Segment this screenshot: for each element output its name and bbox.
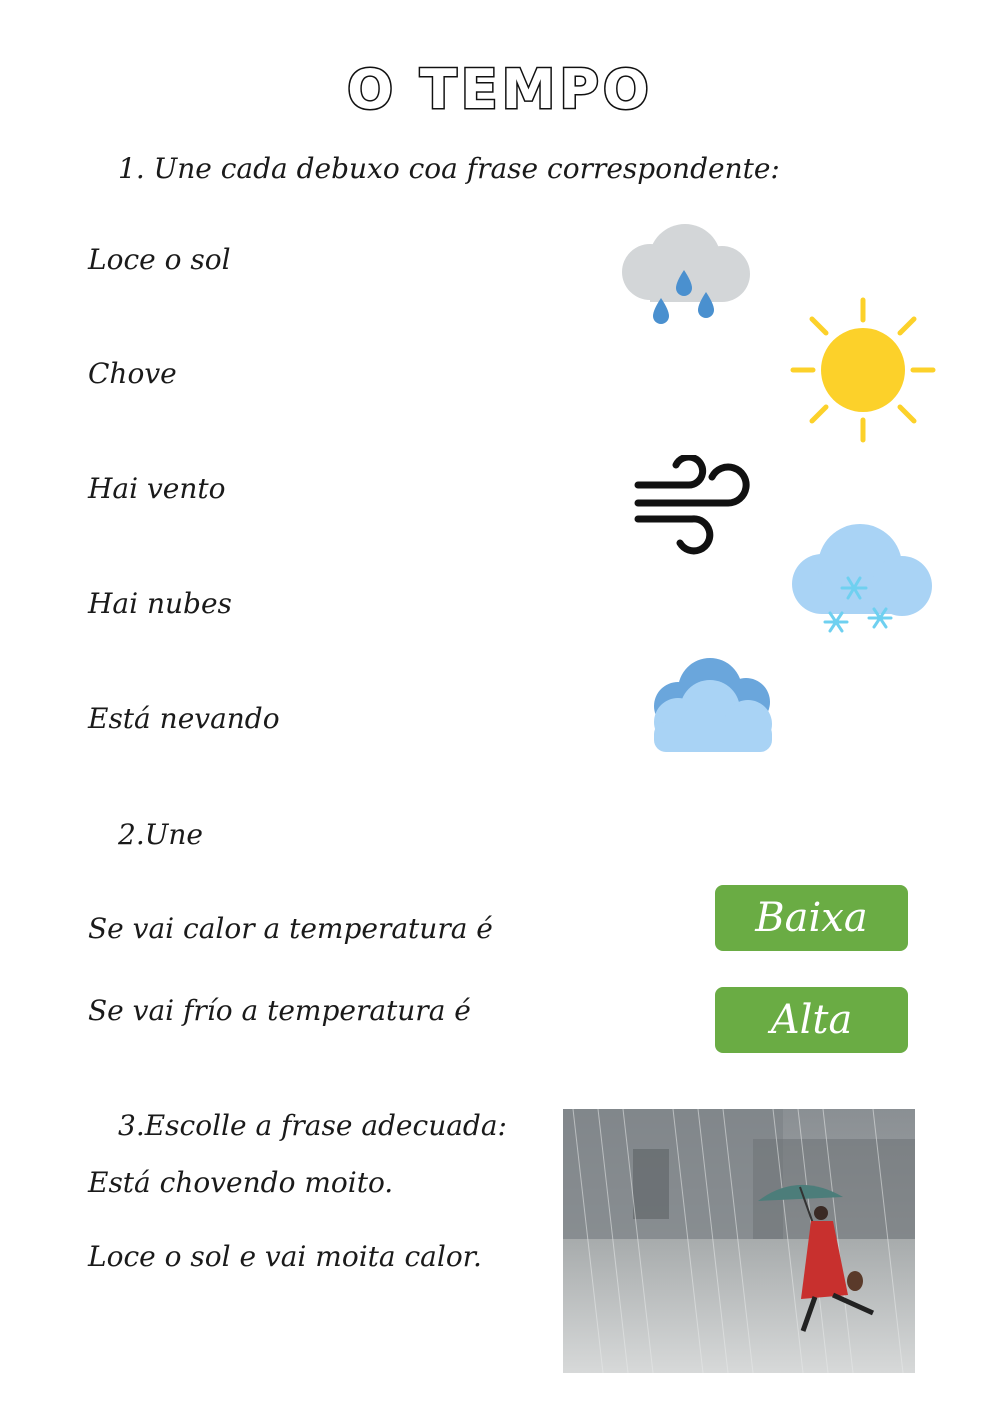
choice-raining[interactable]: Está chovendo moito. [88, 1166, 394, 1199]
cloud-icon[interactable] [650, 656, 776, 756]
sun-icon[interactable] [790, 296, 936, 444]
page-title: O TEMPO [347, 58, 653, 121]
choice-sunny[interactable]: Loce o sol e vai moita calor. [88, 1240, 482, 1273]
snow-cloud-icon[interactable] [790, 522, 936, 640]
sentence-hot[interactable]: Se vai calor a temperatura é [88, 912, 493, 945]
option-baixa-button[interactable]: Baixa [715, 885, 908, 951]
wind-icon[interactable] [630, 455, 762, 555]
phrase-rain[interactable]: Chove [88, 357, 177, 390]
phrase-snow[interactable]: Está nevando [88, 702, 280, 735]
rain-photo [563, 1109, 915, 1373]
phrase-clouds[interactable]: Hai nubes [88, 587, 232, 620]
option-alta-button[interactable]: Alta [715, 987, 908, 1053]
instruction-2: 2.Une [118, 818, 203, 851]
sentence-cold[interactable]: Se vai frío a temperatura é [88, 994, 471, 1027]
phrase-sun[interactable]: Loce o sol [88, 243, 231, 276]
rain-cloud-icon[interactable] [620, 222, 752, 330]
phrase-wind[interactable]: Hai vento [88, 472, 226, 505]
instruction-3: 3.Escolle a frase adecuada: [118, 1109, 507, 1142]
instruction-1: 1. Une cada debuxo coa frase correspondente: [118, 152, 780, 185]
